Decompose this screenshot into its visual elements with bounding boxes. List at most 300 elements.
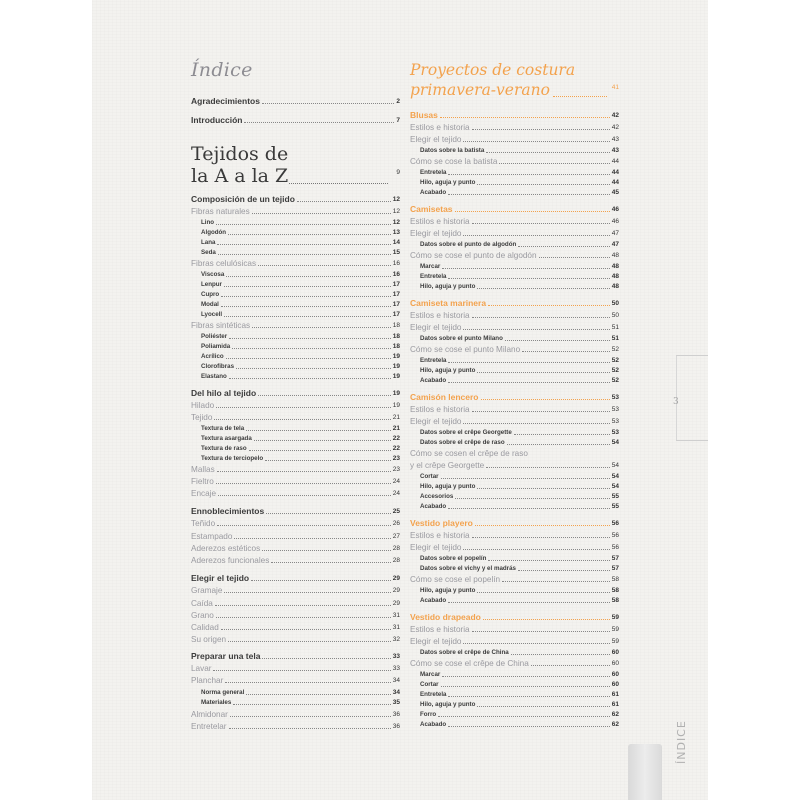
toc-entry[interactable]: [410, 111, 619, 120]
toc-entry-label: Textura asargada: [201, 435, 252, 442]
toc-entry-label: Camisón lencero: [410, 392, 479, 402]
leader-dots: [477, 288, 609, 289]
toc-entry-label: Hilo, aguja y punto: [420, 179, 476, 186]
toc-entry[interactable]: [191, 574, 400, 583]
toc-entry[interactable]: [410, 135, 619, 144]
toc-entry[interactable]: [420, 376, 619, 385]
toc-entry-label: Algodón: [201, 229, 227, 236]
toc-entry-page: 56: [611, 544, 619, 551]
toc-entry-page: 54: [611, 473, 619, 480]
toc-entry[interactable]: [201, 218, 400, 227]
leader-dots: [258, 395, 391, 396]
leader-dots: [216, 617, 391, 618]
toc-entry-page: 51: [611, 335, 619, 342]
toc-entry-page: 12: [392, 196, 400, 203]
leader-dots: [216, 224, 391, 225]
toc-entry[interactable]: [420, 262, 619, 271]
toc-entry-page: 52: [611, 377, 619, 384]
toc-entry[interactable]: [201, 424, 400, 433]
leader-dots: [217, 471, 391, 472]
toc-entry-label: Almidonar: [191, 710, 228, 719]
toc-entry[interactable]: [420, 596, 619, 605]
toc-entry-label: Poliamida: [201, 343, 231, 350]
toc-entry-page: 58: [611, 576, 619, 583]
toc-entry-page: 17: [392, 291, 400, 298]
index-title: Índice: [191, 59, 253, 81]
leader-dots: [463, 643, 609, 644]
toc-entry-page: 43: [611, 147, 619, 154]
leader-dots: [440, 117, 610, 118]
toc-entry[interactable]: [201, 352, 400, 361]
leader-dots: [477, 184, 609, 185]
toc-entry-label: Cortar: [420, 681, 439, 688]
toc-entry[interactable]: [410, 393, 619, 402]
leader-dots: [228, 641, 391, 642]
toc-entry[interactable]: [201, 434, 400, 443]
toc-entry-page: 16: [392, 271, 400, 278]
toc-entry-label: Introducción: [191, 115, 243, 125]
leader-dots: [289, 183, 388, 184]
toc-entry[interactable]: [420, 438, 619, 447]
toc-entry-page: 54: [611, 462, 619, 469]
leader-dots: [539, 257, 610, 258]
toc-entry-label: Fibras naturales: [191, 207, 250, 216]
leader-dots: [507, 444, 610, 445]
toc-entry[interactable]: [201, 372, 400, 381]
toc-entry[interactable]: [410, 531, 619, 540]
toc-entry-label: Hilado: [191, 401, 215, 410]
toc-entry-label: Ennoblecimientos: [191, 506, 265, 516]
toc-entry-label: Estilos e historia: [410, 217, 470, 226]
toc-entry[interactable]: [191, 97, 400, 106]
leader-dots: [234, 538, 390, 539]
leader-dots: [522, 351, 610, 352]
toc-entry[interactable]: [201, 310, 400, 319]
toc-entry[interactable]: [410, 461, 619, 470]
toc-entry[interactable]: [191, 676, 400, 685]
toc-entry[interactable]: [420, 648, 619, 657]
leader-dots: [217, 525, 391, 526]
toc-entry[interactable]: [410, 217, 619, 226]
leader-dots: [472, 411, 610, 412]
toc-entry-label: Grano: [191, 611, 214, 620]
toc-entry[interactable]: [420, 272, 619, 281]
leader-dots: [448, 508, 610, 509]
toc-entry-label: Clorofibras: [201, 363, 235, 370]
toc-entry-label: Estilos e historia: [410, 311, 470, 320]
leader-dots: [488, 560, 609, 561]
toc-entry[interactable]: [410, 449, 619, 458]
toc-entry-page: 42: [611, 124, 619, 131]
toc-entry-label: Cómo se cosen el crêpe de raso: [410, 449, 528, 458]
toc-entry[interactable]: [410, 417, 619, 426]
toc-entry-page: 12: [392, 219, 400, 226]
leader-dots: [553, 96, 607, 97]
toc-entry-label: Camisetas: [410, 204, 453, 214]
toc-entry[interactable]: [410, 205, 619, 214]
toc-entry[interactable]: [191, 586, 400, 595]
toc-entry-label: Lavar: [191, 664, 212, 673]
leader-dots: [472, 537, 610, 538]
toc-entry[interactable]: [410, 613, 619, 622]
toc-entry[interactable]: [420, 502, 619, 511]
toc-entry[interactable]: [420, 366, 619, 375]
toc-entry-page: 17: [392, 301, 400, 308]
leader-dots: [463, 549, 609, 550]
leader-dots: [224, 592, 390, 593]
toc-entry[interactable]: [410, 575, 619, 584]
toc-entry-page: 7: [396, 117, 400, 124]
toc-entry-page: 19: [392, 363, 400, 370]
toc-entry-page: 47: [611, 230, 619, 237]
toc-entry[interactable]: [191, 116, 400, 125]
toc-entry[interactable]: [410, 123, 619, 132]
toc-entry-page: 58: [611, 587, 619, 594]
leader-dots: [262, 550, 391, 551]
toc-entry[interactable]: [201, 342, 400, 351]
leader-dots: [448, 602, 610, 603]
leader-dots: [438, 716, 610, 717]
toc-entry[interactable]: [410, 625, 619, 634]
toc-entry[interactable]: [420, 680, 619, 689]
toc-entry-page: 62: [611, 721, 619, 728]
leader-dots: [244, 122, 394, 123]
toc-entry[interactable]: [201, 270, 400, 279]
toc-entry-page: 57: [611, 565, 619, 572]
toc-entry[interactable]: [191, 532, 400, 541]
toc-entry[interactable]: [420, 472, 619, 481]
toc-entry-page: 27: [392, 533, 400, 540]
leader-dots: [472, 223, 610, 224]
leader-dots: [216, 483, 391, 484]
toc-entry[interactable]: [201, 444, 400, 453]
toc-entry[interactable]: [191, 710, 400, 719]
toc-entry[interactable]: [201, 248, 400, 257]
leader-dots: [502, 581, 610, 582]
toc-entry[interactable]: [420, 334, 619, 343]
leader-dots: [252, 213, 391, 214]
toc-entry-label: Fieltro: [191, 477, 214, 486]
right-section-title-page: 41: [611, 84, 619, 91]
toc-entry-page: 44: [611, 179, 619, 186]
toc-entry[interactable]: [420, 240, 619, 249]
toc-entry-page: 61: [611, 701, 619, 708]
toc-entry-page: 53: [611, 429, 619, 436]
leader-dots: [505, 340, 610, 341]
toc-entry-page: 42: [611, 112, 619, 119]
toc-entry-label: Aderezos funcionales: [191, 556, 270, 565]
toc-entry[interactable]: [201, 688, 400, 697]
leader-dots: [448, 726, 610, 727]
toc-entry[interactable]: [420, 168, 619, 177]
toc-entry-page: 23: [392, 466, 400, 473]
toc-entry-page: 46: [611, 206, 619, 213]
toc-entry[interactable]: [420, 492, 619, 501]
toc-entry[interactable]: [420, 282, 619, 291]
toc-entry[interactable]: [420, 710, 619, 719]
leader-dots: [499, 163, 609, 164]
leader-dots: [448, 278, 609, 279]
toc-entry[interactable]: [420, 482, 619, 491]
toc-entry[interactable]: [201, 238, 400, 247]
toc-entry-page: 34: [392, 677, 400, 684]
toc-entry[interactable]: [420, 564, 619, 573]
leader-dots: [511, 654, 610, 655]
toc-entry-page: 45: [611, 189, 619, 196]
toc-entry-label: Modal: [201, 301, 219, 308]
leader-dots: [213, 670, 390, 671]
leader-dots: [463, 141, 609, 142]
leader-dots: [266, 513, 391, 514]
toc-entry-page: 19: [392, 390, 400, 397]
toc-entry-page: 34: [392, 689, 400, 696]
toc-entry[interactable]: [410, 229, 619, 238]
leader-dots: [226, 358, 391, 359]
toc-entry[interactable]: [191, 321, 400, 330]
toc-entry[interactable]: [191, 489, 400, 498]
toc-entry[interactable]: [191, 635, 400, 644]
toc-entry-page: 51: [611, 324, 619, 331]
toc-entry[interactable]: [420, 690, 619, 699]
toc-entry-page: 60: [611, 681, 619, 688]
leader-dots: [481, 399, 610, 400]
toc-entry-page: 52: [611, 367, 619, 374]
toc-entry[interactable]: [191, 413, 400, 422]
toc-entry[interactable]: [191, 195, 400, 204]
toc-entry[interactable]: [410, 543, 619, 552]
page-number: 3: [673, 397, 679, 407]
toc-entry-label: Preparar una tela: [191, 651, 261, 661]
leader-dots: [448, 382, 610, 383]
leader-dots: [514, 434, 610, 435]
toc-entry-page: 19: [392, 353, 400, 360]
toc-entry-page: 50: [611, 300, 619, 307]
toc-entry-label: Fibras sintéticas: [191, 321, 251, 330]
toc-entry-label: Vestido drapeado: [410, 612, 481, 622]
toc-entry[interactable]: [201, 280, 400, 289]
toc-entry[interactable]: [191, 207, 400, 216]
leader-dots: [475, 525, 610, 526]
toc-entry-label: Forro: [420, 711, 437, 718]
toc-entry[interactable]: [191, 664, 400, 673]
toc-entry[interactable]: [201, 290, 400, 299]
toc-entry-page: 28: [392, 545, 400, 552]
toc-entry[interactable]: [191, 611, 400, 620]
leader-dots: [441, 478, 610, 479]
toc-entry-label: Datos sobre el punto de algodón: [420, 241, 517, 248]
toc-entry-label: Viscosa: [201, 271, 225, 278]
leader-dots: [221, 296, 391, 297]
leader-dots: [236, 368, 391, 369]
toc-entry-label: Acabado: [420, 597, 447, 604]
toc-entry-page: 2: [396, 98, 400, 105]
toc-entry-page: 50: [611, 312, 619, 319]
right-section-title: [410, 60, 619, 100]
toc-entry-page: 54: [611, 483, 619, 490]
left-section-title: [191, 143, 400, 187]
toc-entry-page: 22: [392, 445, 400, 452]
right-section-title-line1: Proyectos de costura: [410, 61, 576, 79]
toc-entry-label: Aderezos estéticos: [191, 544, 261, 553]
leader-dots: [518, 570, 610, 571]
leader-dots: [477, 706, 609, 707]
toc-entry-label: Calidad: [191, 623, 219, 632]
toc-entry-page: 29: [392, 600, 400, 607]
toc-entry[interactable]: [201, 300, 400, 309]
leader-dots: [455, 211, 610, 212]
toc-entry-label: Acabado: [420, 189, 447, 196]
toc-entry-label: Lana: [201, 239, 216, 246]
leader-dots: [448, 194, 610, 195]
side-tab: [672, 704, 692, 764]
right-section-title-line2: primavera-verano: [410, 81, 550, 99]
toc-entry-label: Textura de terciopelo: [201, 455, 264, 462]
toc-entry-page: 32: [392, 636, 400, 643]
toc-entry-label: Mallas: [191, 465, 215, 474]
toc-entry-label: Lino: [201, 219, 215, 226]
toc-entry[interactable]: [191, 389, 400, 398]
toc-entry[interactable]: [420, 188, 619, 197]
toc-entry-label: Acabado: [420, 377, 447, 384]
toc-entry-page: 29: [392, 575, 400, 582]
leader-dots: [463, 329, 609, 330]
toc-entry[interactable]: [410, 405, 619, 414]
toc-entry-page: 24: [392, 490, 400, 497]
toc-entry[interactable]: [420, 700, 619, 709]
toc-entry[interactable]: [191, 401, 400, 410]
toc-entry-label: Cómo se cose el popelín: [410, 575, 501, 584]
toc-entry-label: Su origen: [191, 635, 227, 644]
toc-entry[interactable]: [191, 259, 400, 268]
toc-entry-label: Agradecimientos: [191, 96, 260, 106]
toc-entry[interactable]: [191, 599, 400, 608]
leader-dots: [297, 201, 391, 202]
leader-dots: [477, 592, 609, 593]
toc-entry-page: 44: [611, 169, 619, 176]
toc-entry[interactable]: [191, 507, 400, 516]
toc-entry[interactable]: [420, 356, 619, 365]
leader-dots: [477, 488, 609, 489]
toc-entry[interactable]: [191, 652, 400, 661]
leader-dots: [217, 244, 390, 245]
toc-entry-page: 12: [392, 208, 400, 215]
toc-entry-label: Hilo, aguja y punto: [420, 367, 476, 374]
toc-entry-page: 53: [611, 406, 619, 413]
leader-dots: [442, 676, 609, 677]
toc-entry[interactable]: [420, 428, 619, 437]
toc-entry-label: Hilo, aguja y punto: [420, 483, 476, 490]
toc-entry[interactable]: [410, 251, 619, 260]
toc-entry[interactable]: [420, 670, 619, 679]
leader-dots: [488, 305, 610, 306]
toc-entry[interactable]: [201, 362, 400, 371]
leader-dots: [218, 495, 391, 496]
toc-entry[interactable]: [410, 519, 619, 528]
toc-entry[interactable]: [191, 465, 400, 474]
toc-entry-label: Elegir el tejido: [410, 417, 462, 426]
toc-entry-page: 55: [611, 503, 619, 510]
toc-entry[interactable]: [191, 477, 400, 486]
leader-dots: [472, 129, 610, 130]
toc-entry-label: Poliéster: [201, 333, 228, 340]
toc-entry-label: Textura de tela: [201, 425, 245, 432]
leader-dots: [215, 605, 391, 606]
leader-dots: [232, 348, 391, 349]
leader-dots: [229, 338, 391, 339]
toc-entry-label: Entretelar: [191, 722, 227, 731]
leader-dots: [477, 372, 609, 373]
leader-dots: [249, 450, 391, 451]
toc-entry-label: Acabado: [420, 721, 447, 728]
left-section-title-line1: Tejidos de: [191, 143, 289, 165]
toc-entry-label: Datos sobre el popelín: [420, 555, 487, 562]
leader-dots: [246, 430, 391, 431]
toc-entry[interactable]: [420, 720, 619, 729]
toc-entry-label: Datos sobre la batista: [420, 147, 485, 154]
toc-entry[interactable]: [410, 311, 619, 320]
leader-dots: [455, 498, 609, 499]
toc-entry[interactable]: [191, 519, 400, 528]
toc-entry-label: Datos sobre el vichy y el madrás: [420, 565, 516, 572]
leader-dots: [486, 467, 610, 468]
toc-entry[interactable]: [191, 623, 400, 632]
toc-entry-page: 52: [611, 346, 619, 353]
leader-dots: [228, 234, 391, 235]
leader-dots: [441, 686, 610, 687]
toc-entry[interactable]: [410, 659, 619, 668]
toc-entry-page: 48: [611, 252, 619, 259]
leader-dots: [258, 265, 391, 266]
toc-entry[interactable]: [420, 146, 619, 155]
toc-entry[interactable]: [191, 556, 400, 565]
toc-entry[interactable]: [410, 323, 619, 332]
toc-entry-label: Teñido: [191, 519, 216, 528]
toc-entry-page: 53: [611, 418, 619, 425]
toc-entry[interactable]: [420, 554, 619, 563]
toc-entry-page: 60: [611, 671, 619, 678]
toc-entry-page: 52: [611, 357, 619, 364]
toc-entry-page: 59: [611, 638, 619, 645]
toc-entry[interactable]: [410, 345, 619, 354]
toc-entry-label: Norma general: [201, 689, 245, 696]
toc-entry-label: Hilo, aguja y punto: [420, 587, 476, 594]
toc-entry-page: 18: [392, 343, 400, 350]
leader-dots: [246, 694, 390, 695]
toc-entry[interactable]: [420, 178, 619, 187]
toc-entry[interactable]: [191, 544, 400, 553]
toc-entry[interactable]: [201, 454, 400, 463]
toc-entry[interactable]: [201, 228, 400, 237]
toc-entry[interactable]: [201, 698, 400, 707]
toc-entry-page: 24: [392, 478, 400, 485]
toc-entry-page: 60: [611, 660, 619, 667]
toc-entry[interactable]: [191, 722, 400, 731]
leader-dots: [486, 152, 609, 153]
toc-entry-page: 19: [392, 402, 400, 409]
toc-entry[interactable]: [410, 637, 619, 646]
leader-dots: [518, 246, 610, 247]
toc-entry-label: Estilos e historia: [410, 405, 470, 414]
toc-entry-label: Elegir el tejido: [410, 543, 462, 552]
toc-entry[interactable]: [410, 157, 619, 166]
toc-entry-page: 56: [611, 532, 619, 539]
toc-entry[interactable]: [420, 586, 619, 595]
toc-entry-page: 18: [392, 322, 400, 329]
toc-entry[interactable]: [410, 299, 619, 308]
leader-dots: [442, 268, 609, 269]
toc-entry[interactable]: [201, 332, 400, 341]
toc-entry-page: 19: [392, 373, 400, 380]
